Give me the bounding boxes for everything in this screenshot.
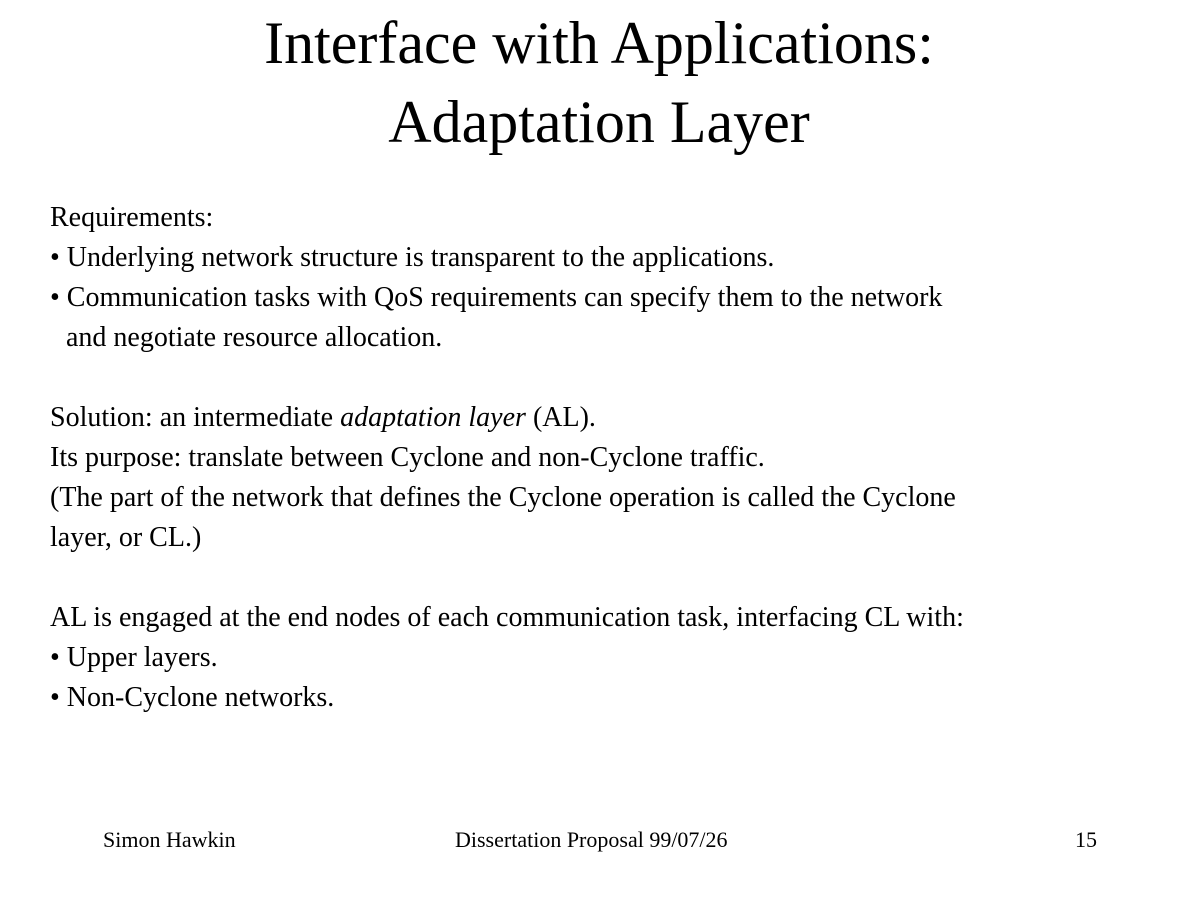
page-number: 15 — [1075, 827, 1097, 852]
title-line-1: Interface with Applications: — [264, 10, 934, 76]
interface-item-1: • Upper layers. — [50, 642, 218, 673]
solution-emphasis: adaptation layer — [340, 402, 526, 433]
title-line-2: Adaptation Layer — [388, 89, 810, 155]
purpose-line: Its purpose: translate between Cyclone and non-Cyclone traffic. — [50, 442, 765, 473]
slide-title — [0, 4, 1198, 162]
solution-suffix: (AL). — [525, 402, 596, 433]
solution-prefix: Solution: an intermediate — [50, 402, 341, 433]
cl-note-line-2: layer, or CL.) — [50, 522, 202, 553]
solution-line — [50, 398, 1170, 438]
footer-author: Simon Hawkin — [103, 827, 236, 852]
spacer — [50, 558, 1170, 598]
requirement-item-1: • Underlying network structure is transparent to the applications. — [50, 242, 775, 273]
spacer — [50, 358, 1170, 398]
requirement-item-2-line-1: • Communication tasks with QoS requirements can specify them to the network — [50, 282, 943, 313]
requirements-heading: Requirements: — [50, 202, 214, 233]
cl-note-line-1: (The part of the network that defines the Cyclone operation is called the Cyclone — [50, 482, 956, 513]
interface-item-2: • Non-Cyclone networks. — [50, 682, 335, 713]
requirement-item-2-line-2: and negotiate resource allocation. — [66, 322, 443, 353]
al-engaged-line: AL is engaged at the end nodes of each communication task, interfacing CL with: — [50, 602, 964, 633]
slide-body — [50, 198, 1170, 718]
footer-center-text: Dissertation Proposal 99/07/26 — [455, 827, 728, 852]
